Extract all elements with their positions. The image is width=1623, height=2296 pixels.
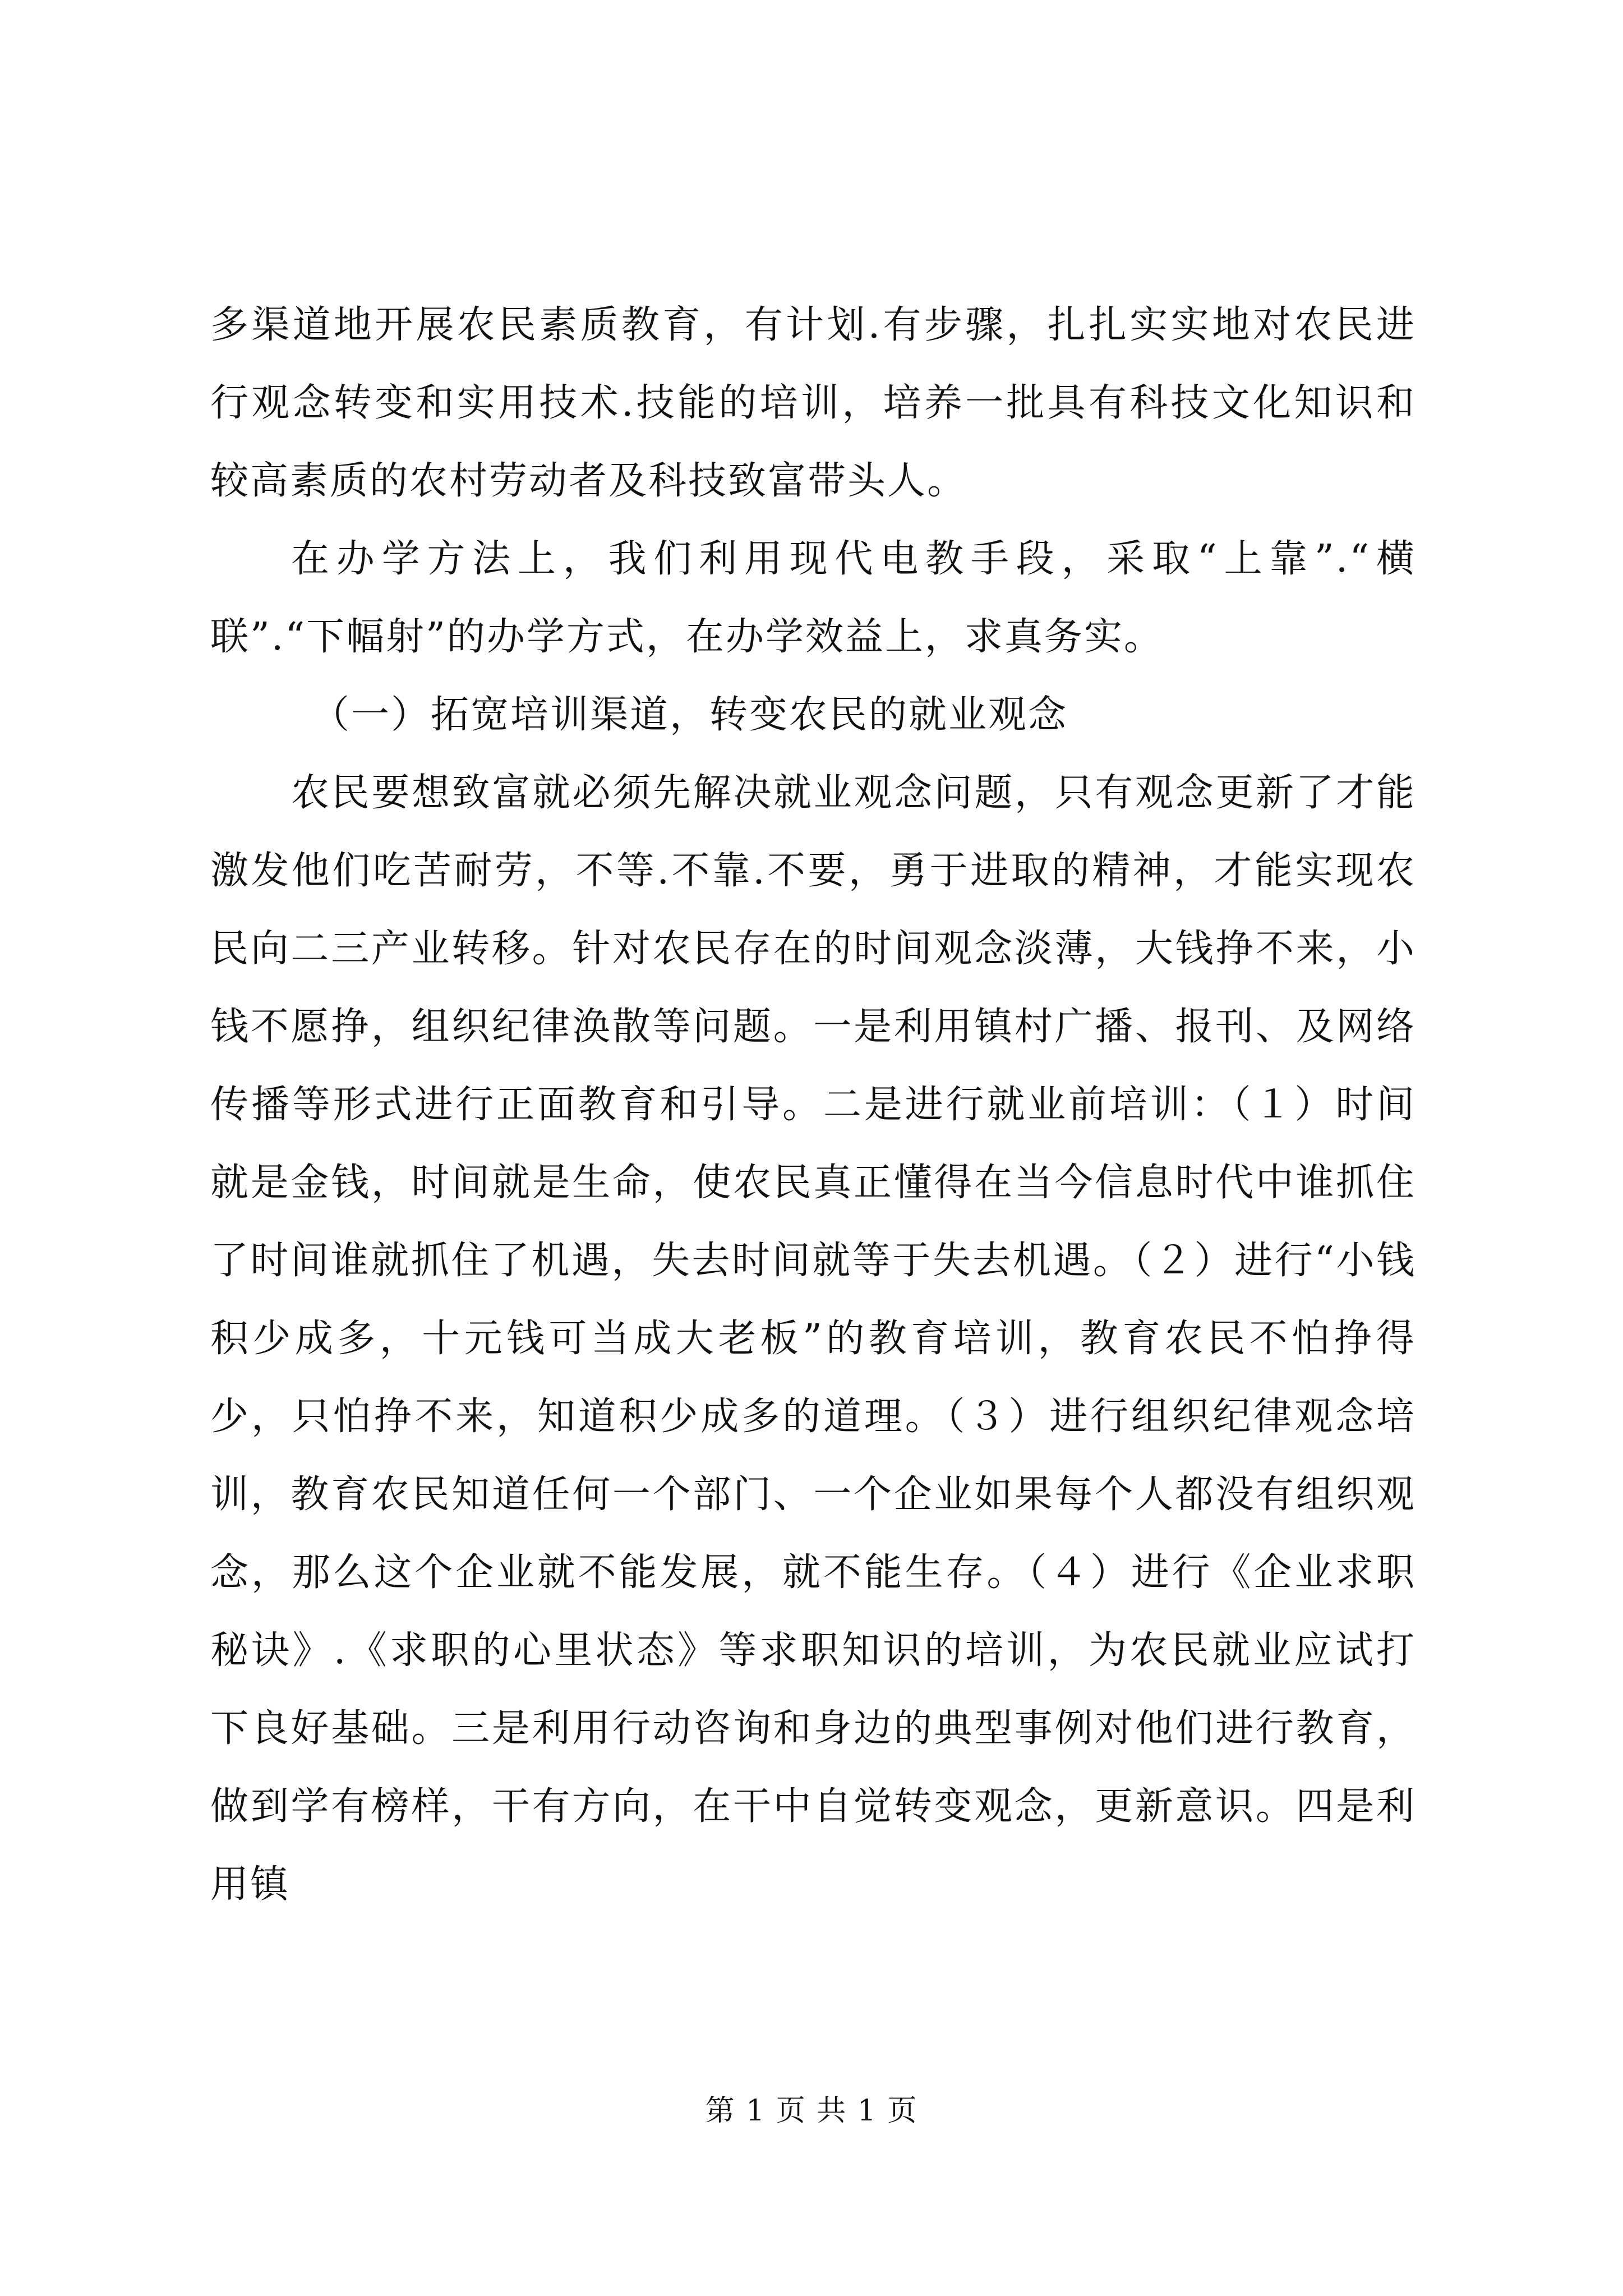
page-footer: 第 1 页 共 1 页 bbox=[705, 2094, 918, 2128]
paragraph-3: 农民要想致富就必须先解决就业观念问题，只有观念更新了才能激发他们吃苦耐劳，不等.不靠.不要，勇于进取的精神，才能实现农民向二三产业转移。针对农民存在的时间观念淡薄，大钱挣不来，小钱不愿挣，组织纪律涣散等问题。一是利用镇村广播、报刊、及网络传播等形式进行正面教育和引导。二是进行就业前培训：（１）时间就是金钱，时间就是生命，使农民真正懂得在当今信息时代中谁抓住了时间谁就抓住了机遇，失去时间就等于失去机遇。（２）进行“小钱积少成多，十元钱可当成大老板”的教育培训，教育农民不怕挣得少，只怕挣不来，知道积少成多的道理。（３）进行组织纪律观念培训，教育农民知道任何一个部门、一个企业如果每个人都没有组织观念，那么这个企业就不能发展，就不能生存。（４）进行《企业求职秘诀》.《求职的心里状态》等求职知识的培训，为农民就业应试打下良好基础。三是利用行动咨询和身边的典型事例对他们进行教育，做到学有榜样，干有方向，在干中自觉转变观念，更新意识。四是利用镇 bbox=[210, 771, 1416, 1907]
document-body bbox=[210, 286, 1416, 1924]
paragraph-1: 多渠道地开展农民素质教育，有计划.有步骤，扎扎实实地对农民进行观念转变和实用技术.技能的培训，培养一批具有科技文化知识和较高素质的农村劳动者及科技致富带头人。 bbox=[210, 303, 1416, 503]
paragraph-2: 在办学方法上，我们利用现代电教手段，采取“上靠”.“横联”.“下幅射”的办学方式，在办学效益上，求真务实。 bbox=[210, 537, 1416, 659]
section-heading: （一）拓宽培训渠道，转变农民的就业观念 bbox=[311, 693, 1068, 737]
